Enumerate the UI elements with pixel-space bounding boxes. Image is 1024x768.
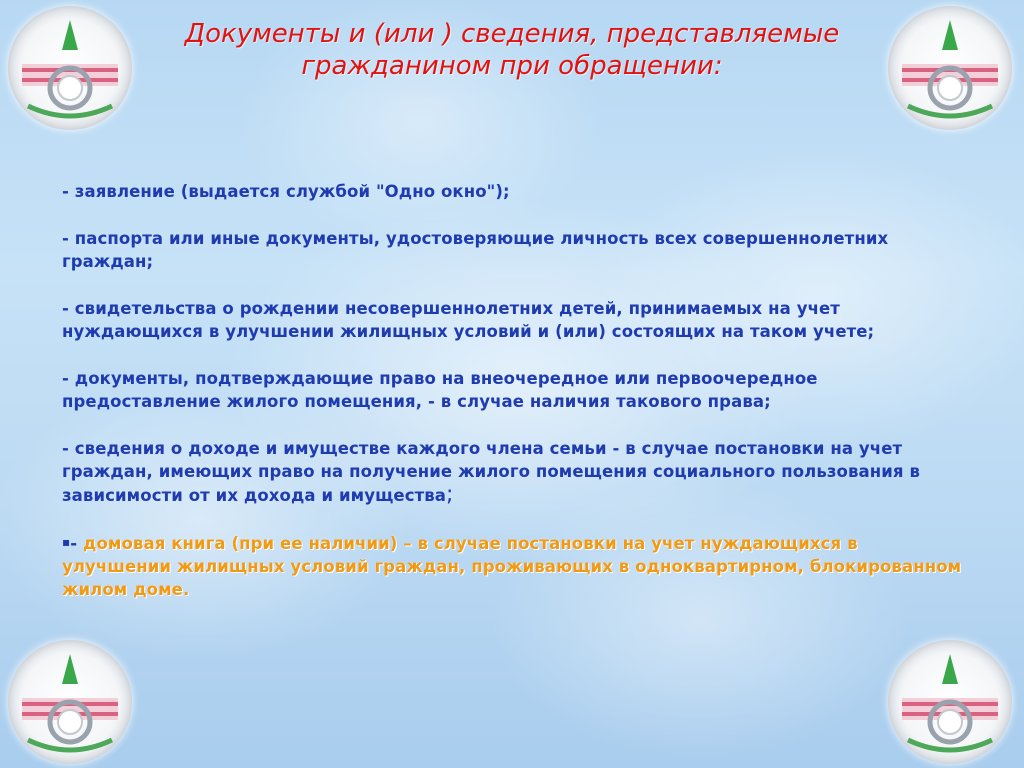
emblem-icon — [888, 640, 1012, 764]
list-item — [62, 437, 962, 507]
list-item-highlighted — [62, 531, 962, 601]
list-item-text: - документы, подтверждающие право на внеочередное или первоочередное предоставление жилого помещения, - в случае наличия такового права; — [62, 369, 818, 411]
bullet-icon: ▪ — [62, 535, 71, 549]
slide-title-line-2: гражданином при обращении: — [301, 51, 723, 81]
list-item — [62, 227, 962, 273]
list-item-text: - сведения о доходе и имуществе каждого члена семьи - в случае постановки на учет граждан, имеющих право на получение жилого помещения социального пользования в зависимости от их дохода и имущества — [62, 439, 921, 505]
list-item-text: - заявление (выдается службой "Одно окно"); — [62, 182, 510, 201]
emblem-icon — [8, 6, 132, 130]
list-item — [62, 297, 962, 343]
emblem-icon — [8, 640, 132, 764]
list-item — [62, 180, 962, 203]
list-item-text: домовая книга (при ее наличии) – в случае постановки на учет нуждающихся в улучшении жилищных условий граждан, проживающих в одноквартирном, блокированном жилом доме. — [62, 534, 962, 599]
document-list — [62, 180, 962, 601]
list-item-dash: - — [70, 534, 84, 553]
slide-title-line-1: Документы и (или ) сведения, представляемые — [184, 19, 840, 49]
list-item-text: - свидетельства о рождении несовершеннолетних детей, принимаемых на учет нуждающихся в улучшении жилищных условий и (или) состоящих на таком учете; — [62, 299, 875, 341]
list-item — [62, 367, 962, 413]
list-item-semicolon: ; — [446, 482, 454, 507]
list-item-text: - паспорта или иные документы, удостоверяющие личность всех совершеннолетних граждан; — [62, 229, 889, 271]
slide-title — [150, 18, 874, 82]
emblem-icon — [888, 6, 1012, 130]
